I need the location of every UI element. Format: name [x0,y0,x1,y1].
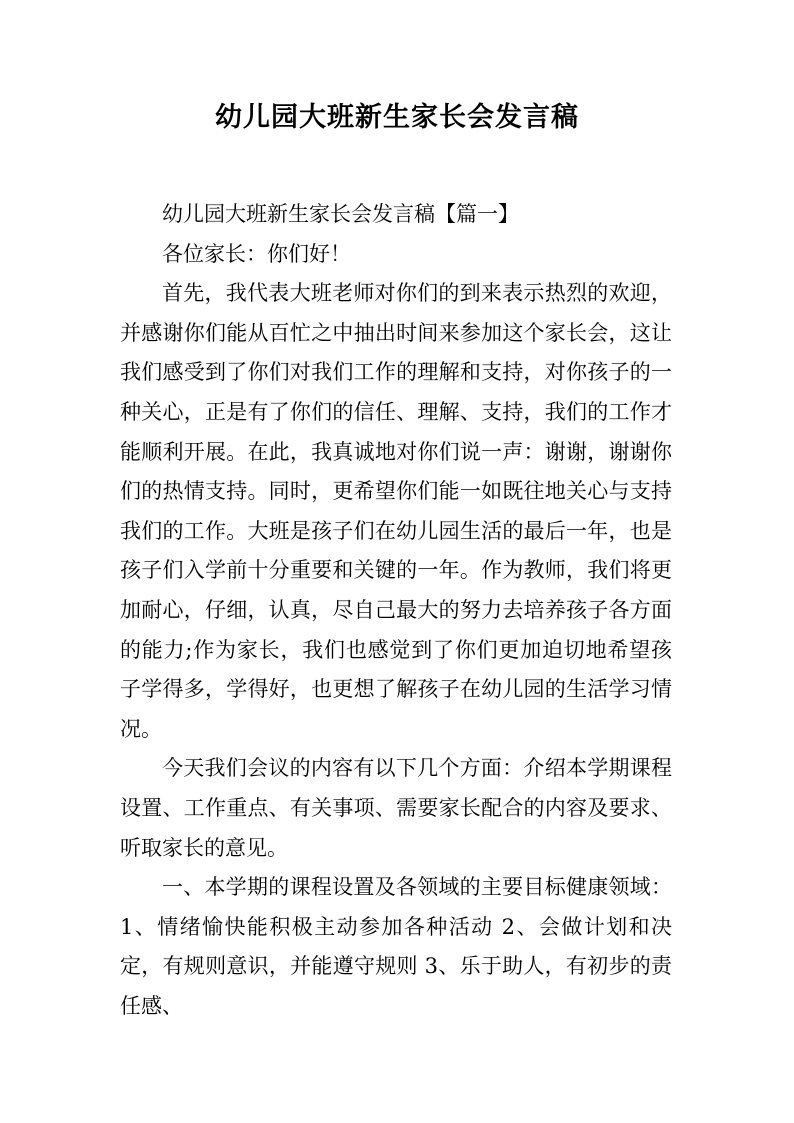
document-title: 幼儿园大班新生家长会发言稿 [215,102,579,133]
paragraph-curriculum: 一、本学期的课程设置及各领域的主要目标健康领域：1、情绪愉快能积极主动参加各种活动 2、会做计划和决定，有规则意识，并能遵守规则 3、乐于助人，有初步的责任感、 [120,875,672,1018]
paragraph-greeting: 各位家长：你们好！ [162,241,351,266]
paragraph-agenda: 今天我们会议的内容有以下几个方面：介绍本学期课程设置、工作重点、有关事项、需要家长配合的内容及要求、听取家长的意见。 [120,756,672,860]
paragraph-heading: 幼儿园大班新生家长会发言稿【篇一】 [162,202,519,226]
document-body [120,195,672,1026]
paragraph-welcome: 首先，我代表大班老师对你们的到来表示热烈的欢迎，并感谢你们能从百忙之中抽出时间来参加这个家长会，这让我们感受到了你们对我们工作的理解和支持，对你孩子的一种关心，正是有了你们的信任、理解、支持，我们的工作才能顺利开展。在此，我真诚地对你们说一声：谢谢，谢谢你们的热情支持。同时，更希望你们能一如既往地关心与支持我们的工作。大班是孩子们在幼儿园生活的最后一年，也是孩子们入学前十分重要和关键的一年。作为教师，我们将更加耐心，仔细，认真，尽自己最大的努力去培养孩子各方面的能力;作为家长，我们也感觉到了你们更加迫切地希望孩子学得多，学得好，也更想了解孩子在幼儿园的生活学习情况。 [120,281,672,741]
